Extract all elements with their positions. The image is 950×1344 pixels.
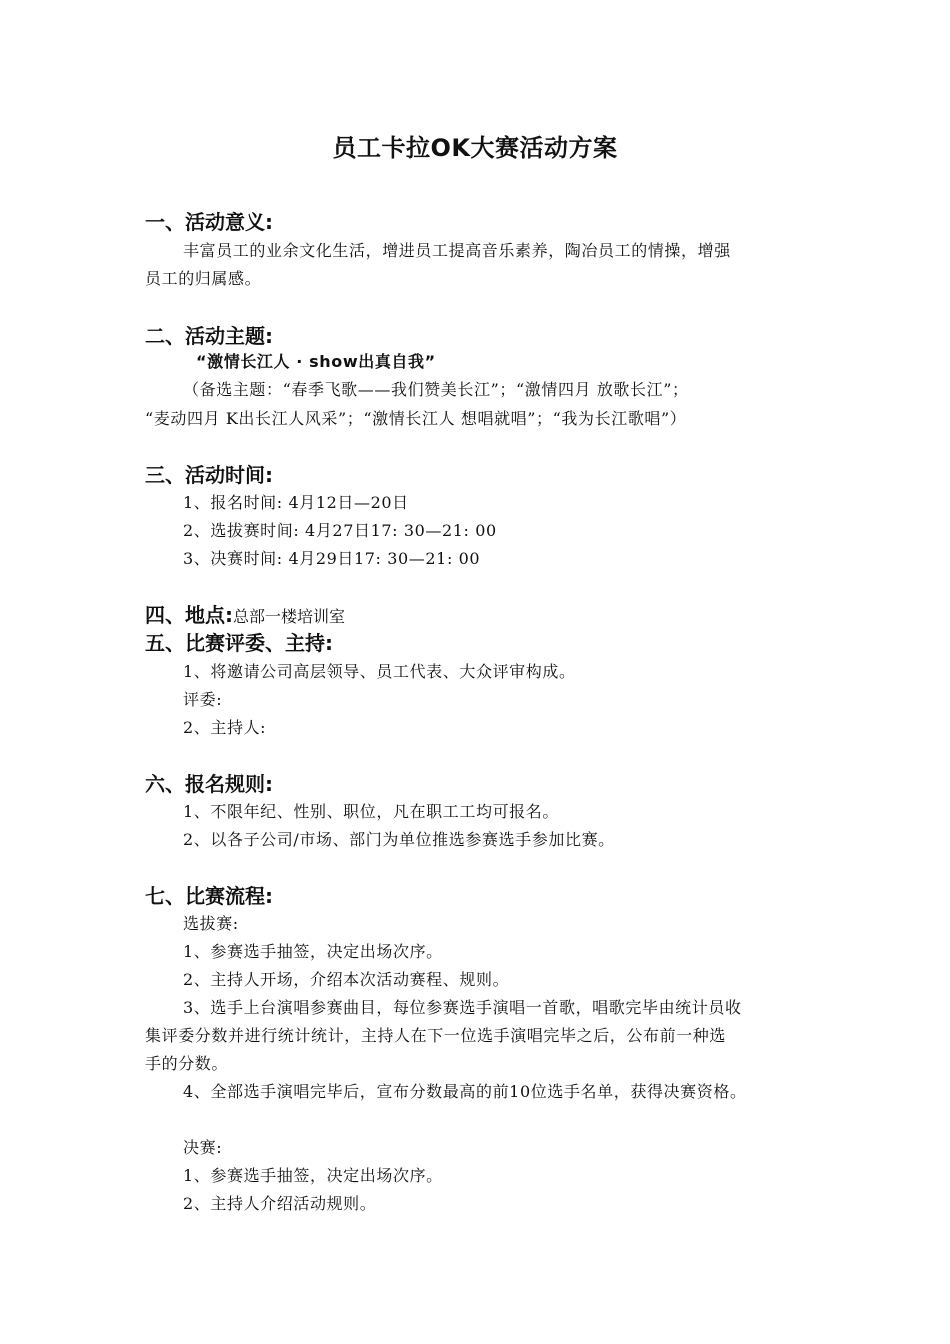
alternative-themes-line-1: （备选主题：“春季飞歌——我们赞美长江”；“激情四月 放歌长江”； (183, 380, 689, 399)
preliminary-step-1: 1、参赛选手抽签，决定出场次序。 (183, 942, 443, 961)
preliminary-step-4: 4、全部选手演唱完毕后，宣布分数最高的前10位选手名单，获得决赛资格。 (183, 1082, 747, 1101)
section-heading-location (145, 599, 345, 628)
rules-item-1: 1、不限年纪、性别、职位，凡在职工工均可报名。 (183, 802, 559, 821)
final-step-1: 1、参赛选手抽签，决定出场次序。 (183, 1166, 443, 1185)
host-item: 2、主持人: (183, 718, 267, 737)
significance-text-line-2: 员工的归属感。 (145, 269, 262, 288)
final-step-2: 2、主持人介绍活动规则。 (183, 1194, 377, 1213)
location-label: 四、地点: (145, 603, 233, 627)
rules-item-2: 2、以各子公司/市场、部门为单位推选参赛选手参加比赛。 (183, 830, 615, 849)
section-heading-process: 七、比赛流程: (145, 884, 273, 908)
section-heading-registration-rules: 六、报名规则: (145, 772, 273, 796)
judges-label: 评委: (183, 690, 223, 709)
section-heading-judges: 五、比赛评委、主持: (145, 631, 333, 655)
alternative-themes-line-2: “麦动四月 K出长江人风采”；“激情长江人 想唱就唱”；“我为长江歌唱”） (145, 409, 687, 428)
final-label: 决赛: (183, 1138, 223, 1157)
document-title: 员工卡拉OK大赛活动方案 (332, 134, 618, 162)
section-heading-theme: 二、活动主题: (145, 324, 273, 348)
significance-text-line-1: 丰富员工的业余文化生活，增进员工提高音乐素养，陶冶员工的情操，增强 (183, 241, 731, 260)
time-item-final: 3、决赛时间: 4月29日17: 30—21: 00 (183, 549, 481, 568)
time-item-preliminary: 2、选拔赛时间: 4月27日17: 30—21: 00 (183, 521, 497, 540)
preliminary-step-3-line-3: 手的分数。 (145, 1054, 229, 1073)
preliminary-step-3-line-1: 3、选手上台演唱参赛曲目，每位参赛选手演唱一首歌，唱歌完毕由统计员收 (183, 998, 742, 1017)
section-heading-time: 三、活动时间: (145, 463, 273, 487)
location-value: 总部一楼培训室 (233, 607, 346, 626)
main-theme: “激情长江人 · show出真自我” (196, 352, 436, 371)
preliminary-label: 选拔赛: (183, 914, 239, 933)
section-heading-significance: 一、活动意义: (145, 210, 273, 234)
preliminary-step-2: 2、主持人开场，介绍本次活动赛程、规则。 (183, 970, 510, 989)
preliminary-step-3-line-2: 集评委分数并进行统计统计，主持人在下一位选手演唱完毕之后，公布前一种选 (145, 1026, 727, 1045)
time-item-registration: 1、报名时间: 4月12日—20日 (183, 493, 409, 512)
judges-item-1: 1、将邀请公司高层领导、员工代表、大众评审构成。 (183, 662, 576, 681)
